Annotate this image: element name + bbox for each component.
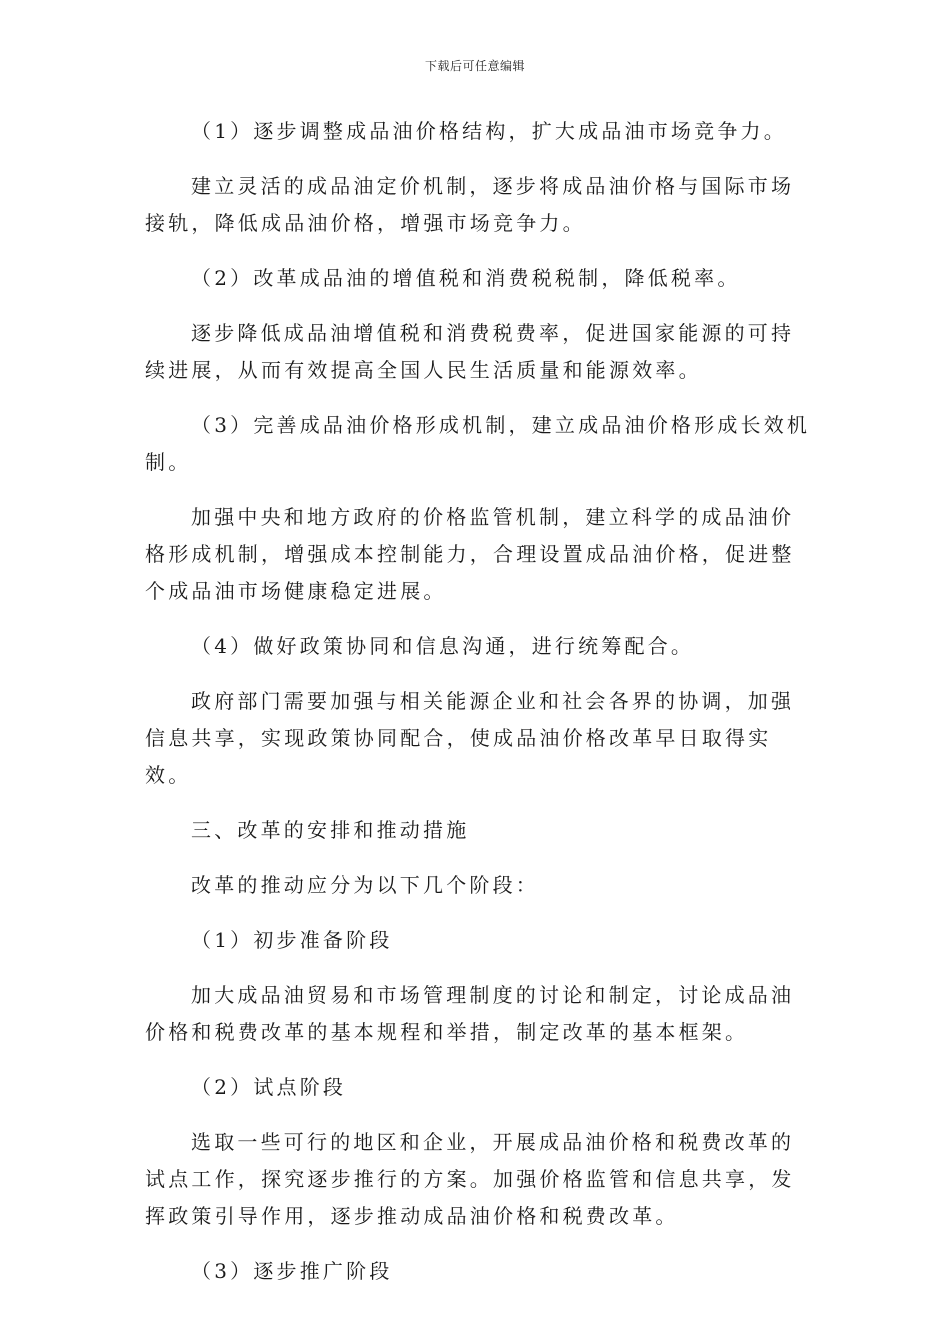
body-paragraph-2: 逐步降低成品油增值税和消费税费率，促进国家能源的可持续进展，从而有效提高全国人民生活质量和能源效率。 bbox=[145, 321, 795, 382]
body-paragraph-6: 加大成品油贸易和市场管理制度的讨论和制定，讨论成品油价格和税费改革的基本规程和举措，制定改革的基本框架。 bbox=[145, 983, 795, 1044]
section-heading-3: 三、改革的安排和推动措施 bbox=[191, 818, 470, 842]
body-paragraph-1: 建立灵活的成品油定价机制，逐步将成品油价格与国际市场接轨，降低成品油价格，增强市场竞争力。 bbox=[145, 174, 795, 235]
body-paragraph-3: 加强中央和地方政府的价格监管机制，建立科学的成品油价格形成机制，增强成本控制能力，合理设置成品油价格，促进整个成品油市场健康稳定进展。 bbox=[145, 505, 795, 603]
list-item-heading-1: （1）逐步调整成品油价格结构，扩大成品油市场竞争力。 bbox=[191, 119, 787, 143]
page-header-note: 下载后可任意编辑 bbox=[424, 59, 525, 73]
stage-heading-3: （3）逐步推广阶段 bbox=[191, 1259, 393, 1283]
list-item-heading-2: （2）改革成品油的增值税和消费税税制，降低税率。 bbox=[191, 266, 741, 290]
body-paragraph-5: 改革的推动应分为以下几个阶段： bbox=[191, 873, 539, 897]
body-paragraph-4: 政府部门需要加强与相关能源企业和社会各界的协调，加强信息共享，实现政策协同配合，使成品油价格改革早日取得实效。 bbox=[145, 689, 795, 787]
list-item-heading-3: （3）完善成品油价格形成机制，建立成品油价格形成长效机制。 bbox=[145, 413, 811, 474]
body-paragraph-7: 选取一些可行的地区和企业，开展成品油价格和税费改革的试点工作，探究逐步推行的方案。加强价格监管和信息共享，发挥政策引导作用，逐步推动成品油价格和税费改革。 bbox=[145, 1130, 795, 1228]
stage-heading-1: （1）初步准备阶段 bbox=[191, 928, 393, 952]
stage-heading-2: （2）试点阶段 bbox=[191, 1075, 347, 1099]
list-item-heading-4: （4）做好政策协同和信息沟通，进行统筹配合。 bbox=[191, 634, 695, 658]
document-body bbox=[145, 113, 810, 1308]
